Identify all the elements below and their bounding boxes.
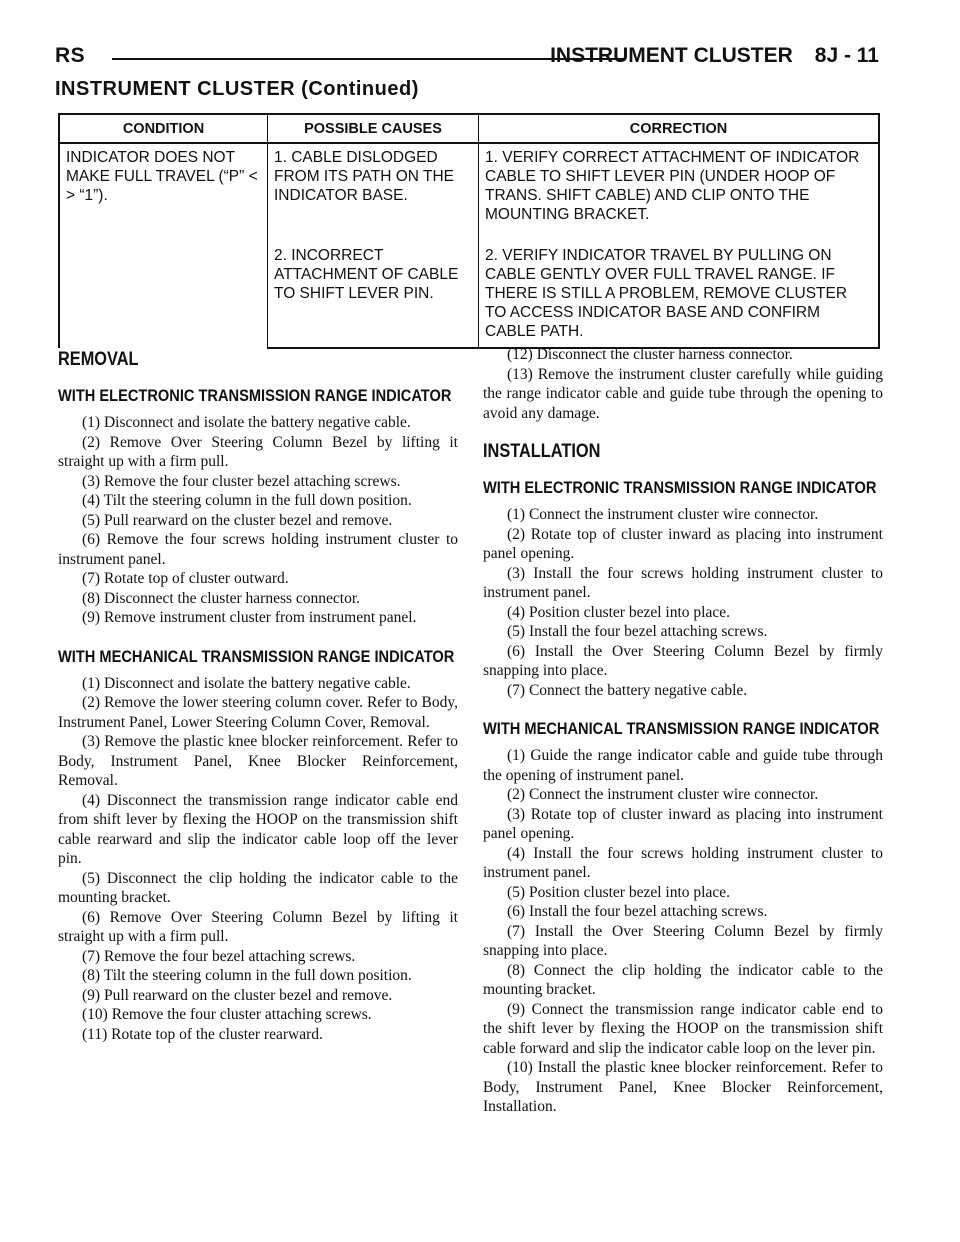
removal-electronic-step: (3) Remove the four cluster bezel attaching screws. <box>82 472 401 490</box>
col-header-correction: CORRECTION <box>479 114 880 143</box>
cause-cell: 1. CABLE DISLODGED FROM ITS PATH ON THE INDICATOR BASE. <box>268 143 479 242</box>
installation-electronic-heading: WITH ELECTRONIC TRANSMISSION RANGE INDICATOR <box>483 478 877 497</box>
installation-electronic-step: (3) Install the four screws holding instrument cluster to instrument panel. <box>483 564 883 601</box>
removal-electronic-step: (4) Tilt the steering column in the full down position. <box>82 492 412 509</box>
removal-electronic-step: (2) Remove Over Steering Column Bezel by lifting it straight up with a firm pull. <box>58 433 458 470</box>
left-column <box>58 345 458 1044</box>
removal-mechanical-step: (1) Disconnect and isolate the battery negative cable. <box>82 674 411 692</box>
removal-mechanical-step: (9) Pull rearward on the cluster bezel and remove. <box>82 986 393 1004</box>
installation-mechanical-step: (9) Connect the transmission range indicator cable end to the shift lever by flexing the HOOP on the transmission shift cable forward and slip the indicator cable loop on the lever pin. <box>483 1000 883 1057</box>
removal-mechanical-step: (6) Remove Over Steering Column Bezel by lifting it straight up with a firm pull. <box>58 908 458 945</box>
header-title: INSTRUMENT CLUSTER <box>550 44 793 67</box>
condition-cell: INDICATOR DOES NOT MAKE FULL TRAVEL (“P” < > “1”). <box>59 143 268 348</box>
continued-heading: INSTRUMENT CLUSTER (Continued) <box>55 78 419 100</box>
installation-mechanical-step: (1) Guide the range indicator cable and guide tube through the opening of instrument panel. <box>483 747 883 784</box>
cause-cell: 2. INCORRECT ATTACHMENT OF CABLE TO SHIFT LEVER PIN. <box>268 242 479 348</box>
removal-mechanical-step: (2) Remove the lower steering column cover. Refer to Body, Instrument Panel, Lower Steering Column Cover, Removal. <box>58 694 458 731</box>
removal-electronic-step: (5) Pull rearward on the cluster bezel and remove. <box>82 511 393 529</box>
installation-mechanical-step: (2) Connect the instrument cluster wire connector. <box>507 786 819 803</box>
removal-mechanical-step: (12) Disconnect the cluster harness connector. <box>507 346 793 363</box>
table-row <box>59 143 879 242</box>
installation-electronic-step: (4) Position cluster bezel into place. <box>507 603 730 621</box>
right-column <box>483 345 883 1117</box>
col-header-condition: CONDITION <box>59 114 268 143</box>
header-model-code: RS <box>55 44 86 67</box>
removal-mechanical-step: (10) Remove the four cluster attaching screws. <box>82 1006 372 1023</box>
removal-mechanical-step: (11) Rotate top of the cluster rearward. <box>82 1025 323 1043</box>
removal-electronic-step: (6) Remove the four screws holding instrument cluster to instrument panel. <box>58 531 458 568</box>
correction-cell: 1. VERIFY CORRECT ATTACHMENT OF INDICATOR CABLE TO SHIFT LEVER PIN (UNDER HOOP OF TRANS. SHIFT CABLE) AND CLIP ONTO THE MOUNTING BRACKET. <box>479 143 880 242</box>
installation-mechanical-step: (5) Position cluster bezel into place. <box>507 883 730 901</box>
installation-electronic-step: (7) Connect the battery negative cable. <box>507 681 748 699</box>
header-right <box>550 44 879 68</box>
installation-mechanical-step: (7) Install the Over Steering Column Bezel by firmly snapping into place. <box>483 922 883 959</box>
removal-mechanical-step: (5) Disconnect the clip holding the indicator cable to the mounting bracket. <box>58 869 458 906</box>
removal-mechanical-step: (13) Remove the instrument cluster carefully while guiding the range indicator cable and guide tube through the opening to avoid any damage. <box>483 365 883 422</box>
removal-mechanical-step: (4) Disconnect the transmission range indicator cable end from shift lever by flexing the HOOP on the transmission shift cable rearward and slip the indicator cable loop off the lever pin. <box>58 791 458 867</box>
removal-electronic-step: (8) Disconnect the cluster harness connector. <box>82 589 361 607</box>
installation-mechanical-step: (4) Install the four screws holding instrument cluster to instrument panel. <box>483 844 883 881</box>
installation-electronic-step: (2) Rotate top of cluster inward as placing into instrument panel opening. <box>483 525 883 562</box>
installation-electronic-step: (1) Connect the instrument cluster wire connector. <box>507 506 819 523</box>
removal-heading: REMOVAL <box>58 349 139 370</box>
removal-mechanical-heading: WITH MECHANICAL TRANSMISSION RANGE INDICATOR <box>58 646 455 666</box>
removal-mechanical-step: (3) Remove the plastic knee blocker reinforcement. Refer to Body, Instrument Panel, Knee Blocker Reinforcement, Removal. <box>58 733 458 789</box>
installation-mechanical-step: (8) Connect the clip holding the indicator cable to the mounting bracket. <box>483 961 883 998</box>
installation-electronic-step: (6) Install the Over Steering Column Bezel by firmly snapping into place. <box>483 642 883 679</box>
removal-mechanical-step: (8) Tilt the steering column in the full down position. <box>82 967 412 984</box>
diagnosis-table <box>58 113 880 349</box>
table-header-row <box>59 114 879 143</box>
removal-electronic-step: (7) Rotate top of cluster outward. <box>82 570 289 587</box>
installation-heading: INSTALLATION <box>483 441 601 462</box>
removal-electronic-step: (1) Disconnect and isolate the battery negative cable. <box>82 414 411 431</box>
installation-mechanical-step: (3) Rotate top of cluster inward as placing into instrument panel opening. <box>483 805 883 842</box>
installation-mechanical-step: (10) Install the plastic knee blocker reinforcement. Refer to Body, Instrument Panel, Knee Blocker Reinforcement, Installation. <box>483 1059 883 1115</box>
header-page-number: 8J - 11 <box>814 44 879 67</box>
correction-cell: 2. VERIFY INDICATOR TRAVEL BY PULLING ON CABLE GENTLY OVER FULL TRAVEL RANGE. IF THERE IS STILL A PROBLEM, REMOVE CLUSTER TO ACCESS INDICATOR BASE AND CONFIRM CABLE PATH. <box>479 242 880 348</box>
removal-mechanical-step: (7) Remove the four bezel attaching screws. <box>82 947 356 965</box>
installation-mechanical-heading: WITH MECHANICAL TRANSMISSION RANGE INDICATOR <box>483 719 880 738</box>
removal-electronic-step: (9) Remove instrument cluster from instrument panel. <box>82 609 417 626</box>
installation-mechanical-step: (6) Install the four bezel attaching screws. <box>507 903 768 920</box>
installation-electronic-step: (5) Install the four bezel attaching screws. <box>507 623 768 640</box>
removal-electronic-heading: WITH ELECTRONIC TRANSMISSION RANGE INDICATOR <box>58 386 452 405</box>
header-rule <box>112 58 625 60</box>
col-header-causes: POSSIBLE CAUSES <box>268 114 479 143</box>
